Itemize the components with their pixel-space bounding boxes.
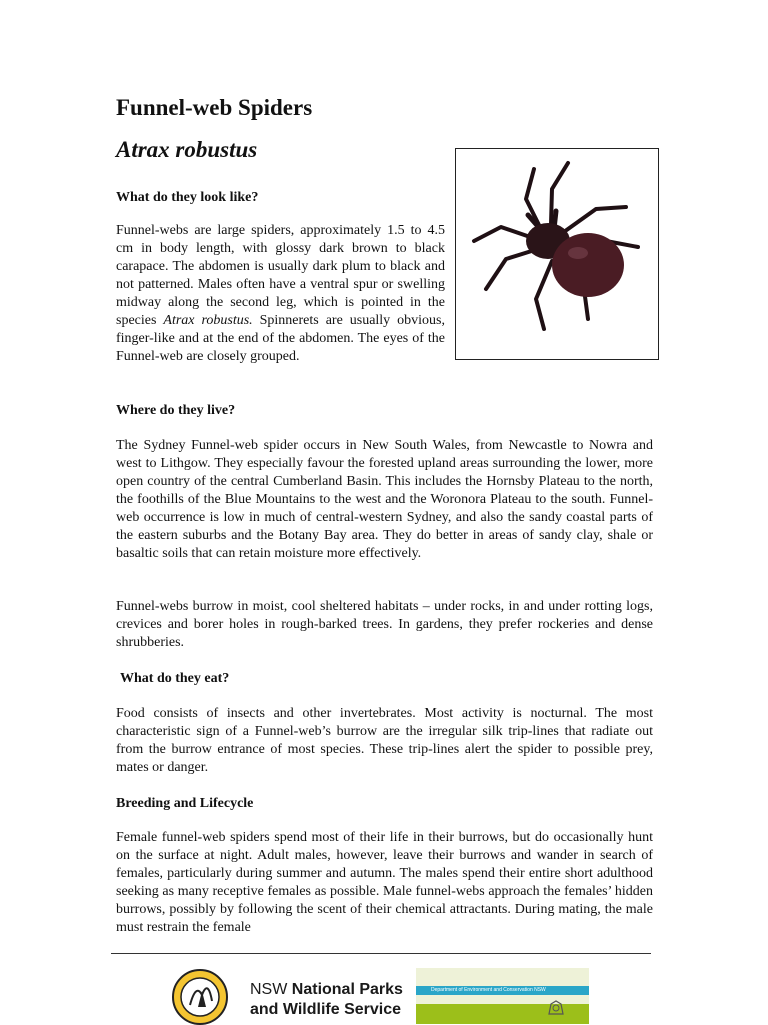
dec-banner: [416, 968, 589, 1024]
footer-divider: [111, 953, 651, 954]
spider-photo: [455, 148, 659, 360]
nsw-crest-icon: [546, 998, 566, 1018]
npws-wildlife-service: and Wildlife Service: [250, 1001, 402, 1018]
species-name: Atrax robustus: [116, 137, 258, 162]
look-text-a: Funnel-webs are large spiders, approximately 1.5 to 4.5 cm in body length, with glossy dark brown to black carapace. The abdomen is usually dark plum to black and not patterned. Males often have a ventral spur or swelling midway along the second leg, which is pointed in the species: [116, 223, 445, 328]
look-paragraph: [116, 222, 445, 366]
breeding-paragraph: Female funnel-web spiders spend most of their life in their burrows, but do occasionally hunt on the surface at night. Adult males, however, leave their burrows and wander in search of females, particularly during summer and autumn. The males spend their entire short adulthood seeking as many receptive females as possible. Male funnel-webs approach the females’ hidden burrows, possibly by following the scent of their chemical attractants. During mating, the male must restrain the female: [116, 830, 653, 935]
heading-breeding: Breeding and Lifecycle: [116, 796, 254, 811]
npws-national-parks: National Parks: [291, 981, 403, 998]
dec-label: Department of Environment and Conservation NSW: [431, 987, 546, 993]
heading-look: What do they look like?: [116, 190, 259, 205]
live-paragraph-1: The Sydney Funnel-web spider occurs in New South Wales, from Newcastle to Nowra and west to Lithgow. They especially favour the forested upland areas surrounding the lower, more open country of the central Cumberland Basin. This includes the Hornsby Plateau to the north, the foothills of the Blue Mountains to the west and the Woronora Plateau to the south. Funnel-web occurrence is low in much of central-western Sydney, and also the sandy coastal parts of the eastern suburbs and the Botany Bay area. They do better in areas of sandy clay, shale or basaltic soils that can retain moisture more effectively.: [116, 438, 653, 561]
eat-paragraph: Food consists of insects and other invertebrates. Most activity is nocturnal. The most characteristic sign of a Funnel-web’s burrow are the irregular silk trip-lines that radiate out from the burrow entrance of most species. These trip-lines alert the spider to possible prey, mates or danger.: [116, 706, 653, 775]
npws-wordmark: [250, 980, 403, 1020]
look-text-italic: Atrax robustus.: [163, 313, 253, 328]
funnel-web-spider-image: [456, 149, 658, 359]
heading-live: Where do they live?: [116, 403, 236, 418]
npws-nsw: NSW: [250, 981, 292, 998]
heading-eat: What do they eat?: [120, 671, 230, 686]
npws-logo-icon: [168, 965, 232, 1025]
page-title: Funnel-web Spiders: [116, 95, 313, 120]
live-paragraph-2: Funnel-webs burrow in moist, cool sheltered habitats – under rocks, in and under rotting logs, crevices and borer holes in rough-barked trees. In gardens, they prefer rockeries and dense shrubberies.: [116, 599, 653, 650]
look-text-b: Spinnerets are usually obvious, finger-like and at the end of the abdomen. The eyes of the Funnel-web are closely grouped.: [116, 313, 445, 364]
